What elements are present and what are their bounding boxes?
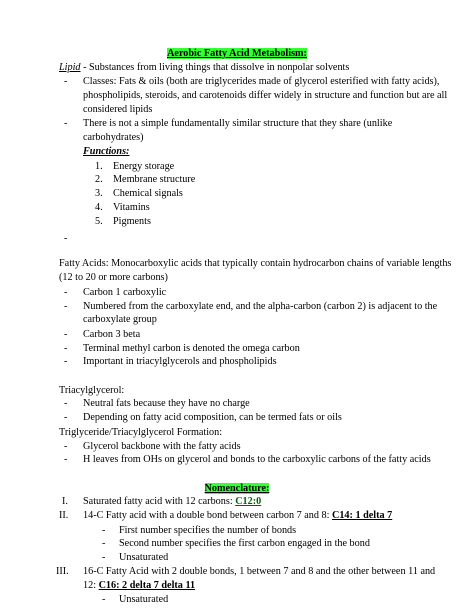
nomenclature-heading: Nomenclature:	[204, 482, 270, 494]
triacylglycerol-heading: Triacylglycerol:	[59, 384, 125, 396]
bullet-text: Important in triacylglycerols and phospholipids	[83, 356, 277, 368]
document-title: Aerobic Fatty Acid Metabolism:	[167, 48, 307, 59]
bullet-text: Neutral fats because they have no charge	[83, 398, 250, 410]
bullet-text: Classes: Fats & oils (both are triglycerides made of glycerol esterified with fatty acids),	[83, 76, 440, 88]
sub-bullet-text: Unsaturated	[119, 594, 169, 606]
bullet-dash: -	[64, 118, 68, 130]
list-number: 1.	[95, 160, 103, 172]
bullet-dash: -	[64, 440, 68, 452]
roman-numeral: I.	[62, 496, 68, 508]
list-number: 2.	[95, 174, 103, 186]
list-number: 5.	[95, 216, 103, 228]
bullet-dash: -	[64, 342, 68, 354]
formula-code: C14: 1 delta 7	[331, 510, 393, 522]
bullet-text: considered lipids	[83, 103, 153, 115]
bullet-dash: -	[64, 286, 68, 298]
bullet-dash: -	[102, 594, 106, 606]
bullet-text: carboxylate group	[83, 314, 157, 326]
nomenclature-item: 14-C Fatty acid with a double bond between carbon 7 and 8: C14: 1 delta 7	[83, 510, 393, 522]
formation-heading: Triglyceride/Triacylglycerol Formation:	[59, 426, 223, 438]
bullet-text: Carbon 1 carboxylic	[83, 286, 167, 298]
roman-numeral: II.	[59, 510, 69, 522]
bullet-dash: -	[64, 328, 68, 340]
bullet-text: Terminal methyl carbon is denoted the omega carbon	[83, 342, 300, 354]
list-number: 3.	[95, 187, 103, 199]
fatty-acids-intro: Fatty Acids: Monocarboxylic acids that typically contain hydrocarbon chains of variable lengths	[59, 258, 452, 270]
bullet-dash: -	[64, 454, 68, 466]
bullet-text: Depending on fatty acid composition, can be termed fats or oils	[83, 412, 342, 424]
nomenclature-item: 16-C Fatty Acid with 2 double bonds, 1 between 7 and 8 and the other between 11 and	[83, 566, 436, 578]
formula-code: C12:0	[235, 496, 262, 508]
bullet-dash: -	[64, 232, 68, 244]
sub-bullet-text: Second number specifies the first carbon engaged in the bond	[119, 538, 370, 550]
roman-numeral: III.	[56, 566, 69, 578]
list-number: 4.	[95, 201, 103, 213]
bullet-text: H leaves from OHs on glycerol and bonds to the carboxylic carbons of the fatty acids	[83, 454, 431, 466]
bullet-dash: -	[64, 76, 68, 88]
bullet-text: Carbon 3 beta	[83, 328, 141, 340]
sub-bullet-text: Unsaturated	[119, 552, 169, 564]
bullet-dash: -	[64, 356, 68, 368]
bullet-dash: -	[64, 398, 68, 410]
bullet-text: Glycerol backbone with the fatty acids	[83, 440, 241, 452]
bullet-dash: -	[64, 412, 68, 424]
bullet-dash: -	[102, 552, 106, 564]
bullet-dash: -	[102, 524, 106, 536]
bullet-dash: -	[64, 300, 68, 312]
formula-code: C16: 2 delta 7 delta 11	[98, 580, 196, 592]
bullet-dash: -	[102, 538, 106, 550]
nomenclature-item: 12: C16: 2 delta 7 delta 11	[83, 580, 196, 592]
bullet-text: There is not a simple fundamentally similar structure that they share (unlike	[83, 118, 393, 130]
bullet-text: carbohydrates)	[83, 132, 144, 144]
sub-bullet-text: First number specifies the number of bonds	[119, 524, 297, 536]
lipid-term: Lipid	[59, 61, 81, 73]
fatty-acids-intro: (12 to 20 or more carbons)	[59, 272, 168, 284]
function-item: Pigments	[113, 216, 151, 228]
function-item: Chemical signals	[113, 187, 183, 199]
function-item: Energy storage	[113, 160, 175, 172]
functions-heading: Functions:	[83, 145, 130, 157]
bullet-text: phospholipids, steroids, and carotenoids differ widely in structure and function but are all	[83, 90, 448, 102]
lipid-definition: Lipid - Substances from living things that dissolve in nonpolar solvents	[59, 61, 350, 73]
bullet-text: Numbered from the carboxylate end, and the alpha-carbon (carbon 2) is adjacent to the	[83, 300, 438, 312]
nomenclature-item: Saturated fatty acid with 12 carbons: C12:0	[83, 496, 262, 508]
function-item: Membrane structure	[113, 174, 196, 186]
function-item: Vitamins	[113, 201, 150, 213]
